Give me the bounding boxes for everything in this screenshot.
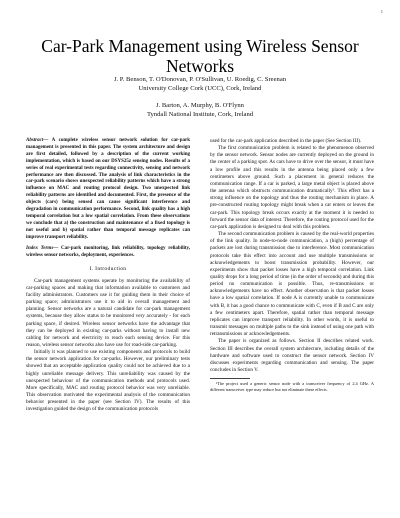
body-paragraph: The first communication problem is related to the phenomenon observed by the sensor network. Sensor nodes are currently deployed on the ground in the center of a parking spot. As cars have to drive over the sensor, it must have a low profile and this results in the antenna being placed only a few centimeters above ground. Such a placement in general reduces the communication range. If a car is parked, a large metal object is placed above the antenna which obstructs communication dramatically¹. This effect has a strong influence on the topology and thus the routing mechanism in place. A pre-constructed routing topology might break when a car enters or leaves the car-park. This topology break occurs exactly at the moment it is needed to forward the sensor data of interest. Therefore, the routing protocol used for the car-park application is designed to deal with this problem.: [210, 145, 374, 230]
intro-paragraph: Car-park management systems operate by monitoring the availability of car-parking spaces and making that information available to customers and facility administrators. Customers use it for guiding them in their choice of parking space; administrators use it to aid in overall management and planning. Sensor networks are a natural candidate for car-park management systems, because they allow status to be monitored very accurately - for each parking space, if desired. Wireless sensor networks have the advantage that they can be deployed in existing car-parks without having to install new cabling for network and electricity to reach each sensing device. For this reason, wireless sensor networks also have use for road-side car-parking.: [26, 277, 190, 348]
body-paragraph: used for the car-park application described in the paper (See Section III).: [210, 138, 362, 144]
index-terms-label: Index Terms: [26, 245, 54, 251]
author-list-tyndall: J. Barton, A. Murphy, B. O'Flynn: [156, 102, 244, 109]
footnote-divider: [210, 378, 250, 379]
paper-title: Car-Park Management using Wireless Sensor Networks: [41, 36, 359, 76]
affiliation-ucc: University College Cork (UCC), Cork, Ireland: [138, 85, 262, 92]
abstract-text: — A complete wireless sensor network solution for car-park management is presented in this paper. The system architecture and design are first detailed, followed by a description of the current working implementation, which is based on our DSYS25z sensing nodes. Results of a series of real experimental tests regarding connectivity, sensing and network performance are then discussed. The analysis of link characteristics in the car-park scenario shows unexpected reliability patterns which have a strong influence on MAC and routing protocol design. Two unexpected link reliability patterns are identified and documented. First, the presence of the objects (cars) being sensed can cause significant interference and degradation in communication performance. Second, link quality has a high temporal correlation but a low spatial correlation. From these observations we conclude that a) the construction and maintenance of a fixed topology is not useful and b) spatial rather than temporal message replicates can improve transport reliability.: [26, 138, 190, 240]
affiliation-tyndall: Tyndall National Institute, Cork, Ireland: [146, 111, 254, 118]
intro-paragraph: Initially it was planned to use existing components and protocols to build the sensor network application for car-parks. However, our preliminary tests showed that an acceptable application quality could not be achieved due to a highly unreliable message delivery. This unreliability was caused by the unexpected behaviour of the communication methods and protocols used. More specifically, MAC and routing protocol behavior was very unreliable. This observation motivated the experimental analysis of the communication behavior presented in the paper (see Section IV). The results of this investigation guided the design of the communication protocols: [26, 349, 190, 413]
abstract: [26, 138, 190, 242]
page-number: 1: [380, 9, 383, 14]
index-terms-text: — Car-park monitoring, link reliability, topology reliability, wireless sensor networks, deployment, experiences.: [26, 245, 190, 258]
right-column: [210, 138, 374, 392]
author-list-ucc: J. P. Benson, T. O'Donovan, P. O'Sullivan, U. Roedig, C. Sreenan: [113, 76, 287, 83]
index-terms: [26, 246, 190, 260]
left-column: [26, 138, 190, 414]
footnote: ¹The project used a generic sensor node with a transceiver frequency of 2.4 GHz. A different transceiver type may reduce but not eliminate these effects.: [210, 381, 374, 392]
body-paragraph: The paper is organized as follows. Section II describes related work. Section III describes the overall system architecture, including details of the hardware and software used to construct the sensor network. Section IV discusses experiments regarding communication and sensing. The paper concludes in Section V.: [210, 338, 374, 373]
body-paragraph: The second communication problem is caused by the real-world properties of the link quality. In node-to-node communication, a (high) percentage of packets are lost during transmission due to interference. Most communication protocols take this effect into account and use multiple transmissions or acknowledgements to boost transmission probability. However, our experiments show that packet losses have a high temporal correlation. Link quality drops for a long period of time (in the order of seconds) and during this period no communication is possible. Thus, re-transmissions or acknowledgements have no effect. Another observation is that packet losses have a low spatial correlation. If node A is currently unable to communicate with B, it has a good chance to communicate with C, even if B and C are only a few centimeters apart. Therefore, spatial rather than temporal message replicates can improve transport reliability. In other words, it is useful to transmit messages on multiple paths to the sink instead of using one path with retransmissions or acknowledgements.: [210, 231, 374, 338]
abstract-label: Abstract: [26, 138, 44, 143]
section-heading-introduction: I. Introduction: [89, 266, 127, 273]
